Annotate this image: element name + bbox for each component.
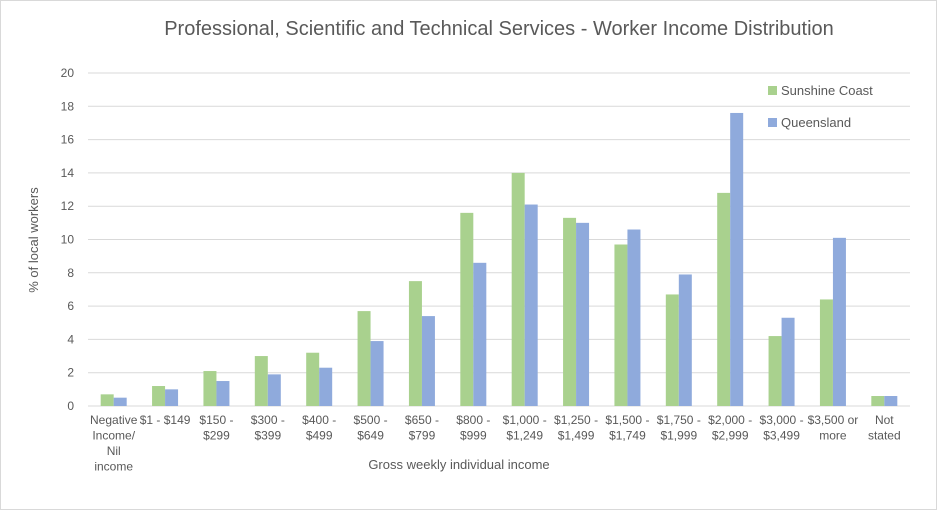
x-tick-label-line: $799 (408, 428, 436, 443)
bar-queensland (782, 318, 795, 406)
bar-queensland (422, 316, 435, 406)
x-tick-label (554, 413, 598, 443)
y-tick-label: 0 (67, 399, 74, 413)
bar-queensland (268, 374, 281, 406)
x-tick-label-line: $800 - (456, 413, 491, 427)
bar-queensland (730, 113, 743, 406)
x-tick-label-line: $649 (357, 428, 384, 443)
y-tick-label: 10 (60, 232, 74, 247)
x-tick-label-line: Not (874, 413, 894, 427)
x-tick-label (199, 413, 233, 443)
x-tick-label-line: $1,250 - (554, 413, 599, 427)
bar-queensland (525, 205, 538, 406)
bar-queensland (165, 389, 178, 406)
x-tick-label-line: Nil (106, 444, 121, 458)
x-tick-label (405, 413, 439, 443)
bar-queensland (319, 368, 332, 406)
x-tick-label-line: Negative (90, 413, 138, 427)
x-tick-label (808, 413, 859, 443)
bar-queensland (833, 238, 846, 406)
y-axis-ticks (61, 66, 75, 413)
x-tick-label (251, 413, 285, 443)
y-tick-label: 18 (60, 99, 74, 114)
x-tick-label (354, 413, 388, 443)
x-tick-label (708, 413, 752, 443)
x-tick-label (302, 413, 336, 443)
x-tick-label-line: $400 - (302, 413, 337, 427)
bar-sunshine-coast (460, 213, 473, 406)
bar-sunshine-coast (769, 336, 782, 406)
y-tick-label: 8 (67, 265, 74, 280)
y-tick-label: 6 (67, 299, 74, 314)
x-tick-label (760, 413, 804, 443)
y-tick-label: 16 (60, 132, 74, 147)
bar-queensland (371, 341, 384, 406)
legend-swatch (768, 86, 777, 95)
x-tick-label-line: $1,000 - (502, 413, 547, 427)
x-tick-label-line: $2,999 (711, 428, 749, 443)
bar-sunshine-coast (306, 353, 319, 406)
bar-sunshine-coast (152, 386, 165, 406)
x-tick-label-line: $150 - (199, 413, 234, 427)
bar-sunshine-coast (203, 371, 216, 406)
legend-label: Sunshine Coast (781, 83, 873, 98)
bar-sunshine-coast (512, 173, 525, 406)
bar-sunshine-coast (255, 356, 268, 406)
x-tick-label-line: $300 - (250, 413, 285, 427)
bar-queensland (679, 274, 692, 406)
x-tick-label-line: $499 (305, 428, 333, 443)
bar-sunshine-coast (666, 294, 679, 406)
x-tick-label-line: $2,000 - (708, 413, 753, 427)
bar-queensland (216, 381, 229, 406)
legend-label: Queensland (781, 115, 852, 130)
bars (101, 113, 898, 406)
bar-sunshine-coast (717, 193, 730, 406)
bar-sunshine-coast (563, 218, 576, 406)
legend-swatch (768, 118, 777, 127)
bar-sunshine-coast (820, 299, 833, 406)
x-axis-label: Gross weekly individual income (368, 457, 550, 472)
y-tick-label: 20 (60, 66, 74, 80)
x-tick-label (456, 413, 490, 443)
bar-sunshine-coast (614, 244, 627, 406)
x-tick-label-line: $999 (459, 428, 487, 443)
x-tick-label-line: $3,000 - (759, 413, 804, 427)
bar-sunshine-coast (409, 281, 422, 406)
x-tick-label (90, 413, 138, 474)
x-tick-label-line: $1,249 (506, 428, 544, 443)
bar-queensland (114, 398, 127, 406)
x-tick-label-line: $650 - (404, 413, 439, 427)
x-tick-label-line: $1,750 - (656, 413, 701, 427)
x-tick-label-line: $1,749 (609, 428, 646, 443)
y-tick-label: 4 (67, 332, 74, 347)
x-tick-label (657, 413, 701, 443)
bar-queensland (884, 396, 897, 406)
y-tick-label: 12 (60, 199, 74, 214)
x-tick-label (605, 413, 649, 443)
x-tick-label-line: more (819, 428, 847, 443)
x-tick-label-line: stated (867, 428, 901, 443)
bar-sunshine-coast (871, 396, 884, 406)
x-tick-label-line: $399 (254, 428, 282, 443)
x-tick-label-line: $3,500 or (807, 413, 859, 427)
bar-sunshine-coast (101, 394, 114, 406)
bar-queensland (473, 263, 486, 406)
x-tick-label-line: $1,999 (660, 428, 698, 443)
y-tick-label: 14 (60, 165, 74, 180)
x-tick-label-line: $299 (203, 428, 230, 443)
x-tick-label-line: $1,499 (557, 428, 595, 443)
x-tick-label (868, 413, 901, 443)
bar-queensland (627, 230, 640, 406)
x-tick-label-line: $500 - (353, 413, 388, 427)
x-tick-label-line: income (94, 459, 134, 474)
x-tick-label (503, 413, 547, 443)
y-tick-label: 2 (67, 365, 74, 380)
x-tick-label-line: Income/ (92, 428, 136, 443)
x-tick-label-line: $3,499 (763, 428, 800, 443)
x-tick-label-line: $1 - $149 (139, 413, 191, 427)
chart-title: Professional, Scientific and Technical Services - Worker Income Distribution (164, 18, 834, 40)
y-axis-label: % of local workers (26, 187, 41, 293)
bar-sunshine-coast (358, 311, 371, 406)
x-tick-label-line: $1,500 - (605, 413, 650, 427)
bar-queensland (576, 223, 589, 406)
x-tick-label (140, 413, 191, 427)
